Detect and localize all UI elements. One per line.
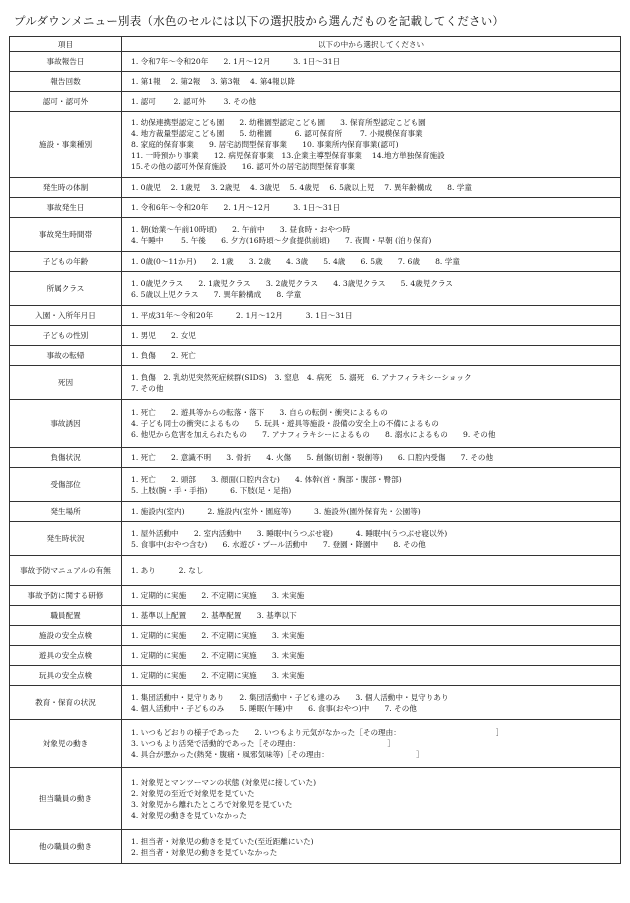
- choice-line: 1. 男児 2. 女児: [131, 331, 196, 340]
- choice-line: 1. 0歳(0～11か月) 2. 1歳 3. 2歳 4. 3歳 5. 4歳 6. 5歳 7. 6歳 8. 学童: [131, 257, 460, 266]
- row-choices: [122, 646, 621, 666]
- row-choices: [122, 218, 621, 252]
- row-label: 事故予防マニュアルの有無: [10, 556, 122, 586]
- choices-table: [9, 36, 621, 864]
- table-row: [10, 556, 621, 586]
- row-label: 事故の転帰: [10, 346, 122, 366]
- row-choices: [122, 326, 621, 346]
- table-row: [10, 666, 621, 686]
- choice-line: 1. 負傷 2. 乳幼児突然死症候群(SIDS) 3. 窒息 4. 病死 5. 溺死 6. アナフィラキシーショック: [131, 372, 472, 382]
- table-row: [10, 768, 621, 830]
- row-label: 子どもの性別: [10, 326, 122, 346]
- row-choices: [122, 768, 621, 830]
- row-label: 所属クラス: [10, 272, 122, 306]
- choice-line: 5. 上肢(腕・手・手指) 6. 下肢(足・足指): [131, 485, 292, 495]
- choice-line: 1. 第1報 2. 第2報 3. 第3報 4. 第4報以降: [131, 77, 295, 86]
- table-row: [10, 468, 621, 502]
- row-label: 施設の安全点検: [10, 626, 122, 646]
- row-label: 担当職員の動き: [10, 768, 122, 830]
- choice-line: 1. 令和7年～令和20年 2. 1月～12月 3. 1日～31日: [131, 57, 341, 66]
- choice-line: 1. 死亡 2. 頭部 3. 顔面(口腔内含む) 4. 体幹(首・胸部・腹部・臀部): [131, 474, 402, 484]
- choice-line: 3. いつもより活発で活動的であった［その理由： ］: [131, 739, 395, 748]
- table-row: [10, 198, 621, 218]
- table-header-row: [10, 37, 621, 52]
- row-choices: [122, 522, 621, 556]
- table-row: [10, 52, 621, 72]
- row-label: 受傷部位: [10, 468, 122, 502]
- table-row: [10, 720, 621, 768]
- row-label: 施設・事業種別: [10, 112, 122, 178]
- table-row: [10, 686, 621, 720]
- table-row: [10, 400, 621, 448]
- row-label: 他の職員の動き: [10, 830, 122, 864]
- row-label: 対象児の動き: [10, 720, 122, 768]
- table-row: [10, 448, 621, 468]
- row-choices: [122, 112, 621, 178]
- row-choices: [122, 586, 621, 606]
- row-label: 教育・保育の状況: [10, 686, 122, 720]
- choice-line: 4. 対象児の動きを見ていなかった: [131, 810, 247, 820]
- table-row: [10, 252, 621, 272]
- choice-line: 2. 対象児の至近で対象児を見ていた: [131, 788, 255, 798]
- table-row: [10, 112, 621, 178]
- table-row: [10, 626, 621, 646]
- choice-line: 4. 個人活動中・子どものみ 5. 睡眠(午睡)中 6. 食事(おやつ)中 7. その他: [131, 703, 417, 713]
- row-label: 遊具の安全点検: [10, 646, 122, 666]
- table-row: [10, 218, 621, 252]
- row-choices: [122, 252, 621, 272]
- choice-line: 1. 平成31年～令和20年 2. 1月～12月 3. 1日～31日: [131, 311, 353, 320]
- row-choices: [122, 52, 621, 72]
- row-choices: [122, 400, 621, 448]
- choice-line: 1. 集団活動中・見守りあり 2. 集団活動中・子ども達のみ 3. 個人活動中・見守りあり: [131, 692, 449, 702]
- choice-line: 1. 認可 2. 認可外 3. その他: [131, 97, 256, 106]
- table-row: [10, 92, 621, 112]
- choice-line: 1. 朝(始業～午前10時頃) 2. 午前中 3. 昼食時・おやつ時: [131, 224, 351, 234]
- table-row: [10, 346, 621, 366]
- table-row: [10, 502, 621, 522]
- choice-line: 1. 屋外活動中 2. 室内活動中 3. 睡眠中(うつぶせ寝) 4. 睡眠中(うつぶせ寝以外): [131, 528, 448, 538]
- table-row: [10, 522, 621, 556]
- choice-line: 1. 死亡 2. 意識不明 3. 骨折 4. 火傷 5. 創傷(切創・裂創等) 6. 口腔内受傷 7. その他: [131, 453, 494, 462]
- row-choices: [122, 272, 621, 306]
- choice-line: 4. 子ども同士の衝突によるもの 5. 玩具・遊具等施設・設備の安全上の不備によるもの: [131, 419, 439, 428]
- choice-line: 7. その他: [131, 383, 164, 393]
- choice-line: 2. 担当者・対象児の動きを見ていなかった: [131, 847, 278, 857]
- row-choices: [122, 346, 621, 366]
- row-label: 報告回数: [10, 72, 122, 92]
- choice-line: 1. 基準以上配置 2. 基準配置 3. 基準以下: [131, 611, 297, 620]
- row-choices: [122, 830, 621, 864]
- row-label: 認可・認可外: [10, 92, 122, 112]
- choice-line: 15.その他の認可外保育施設 16. 認可外の居宅訪問型保育事業: [131, 162, 356, 171]
- table-row: [10, 586, 621, 606]
- choice-line: 1. 令和6年～令和20年 2. 1月～12月 3. 1日～31日: [131, 203, 341, 212]
- choice-line: 1. 定期的に実施 2. 不定期に実施 3. 未実施: [131, 591, 305, 600]
- row-choices: [122, 198, 621, 218]
- row-label: 事故誘因: [10, 400, 122, 448]
- row-label: 発生時の体制: [10, 178, 122, 198]
- table-row: [10, 306, 621, 326]
- choice-line: 4. 午睡中 5. 午後 6. 夕方(16時頃～夕食提供前頃) 7. 夜間・早朝 (泊り保育): [131, 235, 432, 245]
- choice-line: 11. 一時預かり事業 12. 病児保育事業 13.企業主導型保育事業 14.地方単独保育施設: [131, 151, 445, 160]
- choice-line: 6. 他児から危害を加えられたもの 7. アナフィラキシーによるもの 8. 溺水によるもの 9. その他: [131, 430, 496, 439]
- row-label: 負傷状況: [10, 448, 122, 468]
- choice-line: 1. 定期的に実施 2. 不定期に実施 3. 未実施: [131, 631, 305, 640]
- table-row: [10, 272, 621, 306]
- choice-line: 1. いつもどおりの様子であった 2. いつもより元気がなかった［その理由： ］: [131, 728, 504, 737]
- row-label: 入園・入所年月日: [10, 306, 122, 326]
- row-label: 子どもの年齢: [10, 252, 122, 272]
- choice-line: 1. 定期的に実施 2. 不定期に実施 3. 未実施: [131, 651, 305, 660]
- choice-line: 1. 0歳児 2. 1歳児 3. 2歳児 4. 3歳児 5. 4歳児 6. 5歳以上児 7. 異年齢構成 8. 学童: [131, 183, 472, 192]
- table-row: [10, 72, 621, 92]
- choice-line: 1. 担当者・対象児の動きを見ていた(至近距離にいた): [131, 836, 314, 846]
- choice-line: 5. 食事中(おやつ含む) 6. 水遊び・プール活動中 7. 登園・降園中 8. その他: [131, 539, 426, 549]
- row-choices: [122, 92, 621, 112]
- header-choices: 以下の中から選択してください: [122, 37, 621, 52]
- header-item: 項目: [10, 37, 122, 52]
- row-label: 玩具の安全点検: [10, 666, 122, 686]
- choice-line: 8. 家庭的保育事業 9. 居宅訪問型保育事業 10. 事業所内保育事業(認可): [131, 140, 399, 149]
- row-label: 事故報告日: [10, 52, 122, 72]
- row-label: 事故発生時間帯: [10, 218, 122, 252]
- row-choices: [122, 626, 621, 646]
- choice-line: 4. 具合が悪かった(熱発・腹痛・風邪気味等)［その理由： ］: [131, 750, 424, 759]
- row-choices: [122, 720, 621, 768]
- choice-line: 6. 5歳以上児クラス 7. 異年齢構成 8. 学童: [131, 289, 302, 299]
- choice-line: 1. 施設内(室内) 2. 施設内(室外・園庭等) 3. 施設外(園外保育先・公園等): [131, 507, 421, 516]
- table-row: [10, 830, 621, 864]
- row-choices: [122, 606, 621, 626]
- row-label: 事故発生日: [10, 198, 122, 218]
- row-choices: [122, 468, 621, 502]
- choice-line: 4. 地方裁量型認定こども園 5. 幼稚園 6. 認可保育所 7. 小規模保育事業: [131, 129, 423, 138]
- row-label: 発生場所: [10, 502, 122, 522]
- row-choices: [122, 448, 621, 468]
- choice-line: 1. 幼保連携型認定こども園 2. 幼稚園型認定こども園 3. 保育所型認定こども園: [131, 118, 426, 127]
- row-choices: [122, 502, 621, 522]
- table-row: [10, 366, 621, 400]
- choice-line: 1. 定期的に実施 2. 不定期に実施 3. 未実施: [131, 671, 305, 680]
- row-choices: [122, 666, 621, 686]
- row-label: 職員配置: [10, 606, 122, 626]
- choice-line: 1. あり 2. なし: [131, 566, 204, 575]
- choice-line: 3. 対象児から離れたところで対象児を見ていた: [131, 799, 293, 809]
- table-row: [10, 178, 621, 198]
- row-choices: [122, 556, 621, 586]
- row-label: 死因: [10, 366, 122, 400]
- row-choices: [122, 366, 621, 400]
- row-choices: [122, 686, 621, 720]
- choice-line: 1. 0歳児クラス 2. 1歳児クラス 3. 2歳児クラス 4. 3歳児クラス 5. 4歳児クラス: [131, 278, 453, 288]
- page-title: プルダウンメニュー別表（水色のセルには以下の選択肢から選んだものを記載してください）: [14, 14, 505, 28]
- table-row: [10, 646, 621, 666]
- table-row: [10, 606, 621, 626]
- choice-line: 1. 対象児とマンツーマンの状態 (対象児に接していた): [131, 777, 317, 787]
- row-label: 事故予防に関する研修: [10, 586, 122, 606]
- table-row: [10, 326, 621, 346]
- choice-line: 1. 負傷 2. 死亡: [131, 351, 196, 360]
- row-choices: [122, 178, 621, 198]
- row-label: 発生時状況: [10, 522, 122, 556]
- row-choices: [122, 306, 621, 326]
- row-choices: [122, 72, 621, 92]
- choice-line: 1. 死亡 2. 遊具等からの転落・落下 3. 自らの転倒・衝突によるもの: [131, 408, 388, 417]
